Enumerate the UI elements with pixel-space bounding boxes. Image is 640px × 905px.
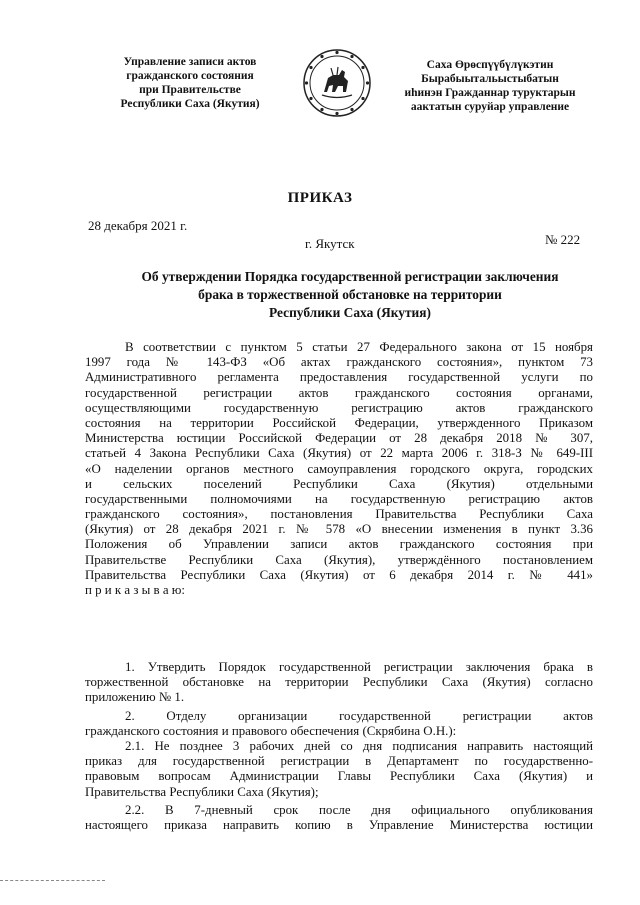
document-date: 28 декабря 2021 г. bbox=[88, 218, 188, 233]
header-left-line: Республики Саха (Якутия) bbox=[120, 98, 260, 110]
header-left-line: при Правительстве bbox=[139, 84, 241, 96]
preamble-line: государственной регистрации актов гражданского состояния органами, bbox=[85, 385, 593, 400]
preamble-line: Правительстве Республики Саха (Якутия), утверждённого постановлением bbox=[85, 552, 593, 567]
preamble-paragraph bbox=[85, 340, 593, 598]
subject-line: брака в торжественной обстановке на территории bbox=[198, 287, 502, 302]
item-2-line: гражданского состояния и правового обеспечения (Скрябина О.Н.): bbox=[85, 723, 457, 738]
preamble-line: Министерства юстиции Российской Федерации от 28 декабря 2018 № 307, bbox=[85, 431, 593, 446]
item-1-line: 1. Утвердить Порядок государственной регистрации заключения брака в bbox=[125, 660, 593, 674]
document-title: ПРИКАЗ bbox=[287, 190, 353, 206]
subject-line: Республики Саха (Якутия) bbox=[269, 305, 431, 320]
header-left-line: гражданского состояния bbox=[126, 70, 254, 82]
item-2-2-line: 2.2. В 7-дневный срок после дня официального опубликования bbox=[125, 802, 593, 817]
order-items bbox=[85, 660, 593, 833]
document-city: г. Якутск bbox=[305, 236, 355, 251]
preamble-line: (Якутия) от 28 декабря 2021 г. № 578 «О внесении изменения в пункт 3.36 bbox=[85, 522, 593, 537]
preamble-line: 1997 года № 143-ФЗ «Об актах гражданского состояния», пунктом 73 bbox=[85, 355, 593, 370]
item-1-line: торжественной обстановке на территории Республики Саха (Якутия) согласно bbox=[85, 675, 593, 690]
document-subject bbox=[100, 268, 600, 322]
header-right-line: Бырабыытальыстыбатын bbox=[421, 73, 559, 85]
header-right-line: иһинэн Гражданнар туруктарын bbox=[404, 87, 576, 99]
item-2-2-line: настоящего приказа направить копию в Управление Министерства юстиции bbox=[85, 817, 593, 832]
preamble-line: Административного регламента предоставления государственной услуги по bbox=[85, 370, 593, 385]
sakha-coat-of-arms-icon bbox=[302, 48, 372, 118]
preamble-line: государственными полномочиями на государственную регистрацию актов bbox=[85, 491, 593, 506]
order-keyword: п р и к а з ы в а ю: bbox=[85, 583, 186, 597]
header-right-line: Саха Өрөспүүбүлүкэтин bbox=[426, 59, 554, 71]
item-2-1-line: приказ для государственной регистрации в Департамент по государственно- bbox=[85, 754, 593, 769]
preamble-line: осуществляющими государственную регистрацию актов гражданского bbox=[85, 400, 593, 415]
header-left-line: Управление записи актов bbox=[123, 56, 257, 68]
preamble-line: гражданского состояния», постановления Правительства Республики Саха bbox=[85, 507, 593, 522]
preamble-line: состояния на территории Российской Федерации, утвержденного Приказом bbox=[85, 415, 593, 430]
preamble-line: Правительства Республики Саха (Якутия) от 6 декабря 2014 г. № 441» bbox=[85, 567, 593, 582]
header-right-line: аактатын суруйар управление bbox=[410, 101, 570, 113]
item-2-1-line: правовым вопросам Администрации Главы Республики Саха (Якутия) и bbox=[85, 769, 593, 784]
header-left-org-name bbox=[95, 55, 285, 111]
item-2-line: 2. Отделу организации государственной регистрации актов bbox=[125, 708, 593, 723]
preamble-line: и сельских поселений Республики Саха (Якутия) отдельными bbox=[85, 476, 593, 491]
document-number: № 222 bbox=[545, 232, 581, 247]
preamble-line: статьей 4 Закона Республики Саха (Якутия) от 22 марта 2006 г. 318-З № 649-III bbox=[85, 446, 593, 461]
subject-line: Об утверждении Порядка государственной регистрации заключения bbox=[141, 269, 559, 284]
footnote-separator bbox=[0, 880, 105, 881]
preamble-line: «О наделении органов местного самоуправления городского округа, городских bbox=[85, 461, 593, 476]
item-2-1-line: Правительства Республики Саха (Якутия); bbox=[85, 784, 319, 799]
header-right-org-name bbox=[375, 58, 605, 114]
item-1-line: приложению № 1. bbox=[85, 690, 185, 705]
preamble-line: Положения об Управлении записи актов гражданского состояния при bbox=[85, 537, 593, 552]
item-2-1-line: 2.1. Не позднее 3 рабочих дней со дня подписания направить настоящий bbox=[125, 738, 593, 753]
preamble-line: В соответствии с пунктом 5 статьи 27 Федерального закона от 15 ноября bbox=[125, 340, 593, 354]
